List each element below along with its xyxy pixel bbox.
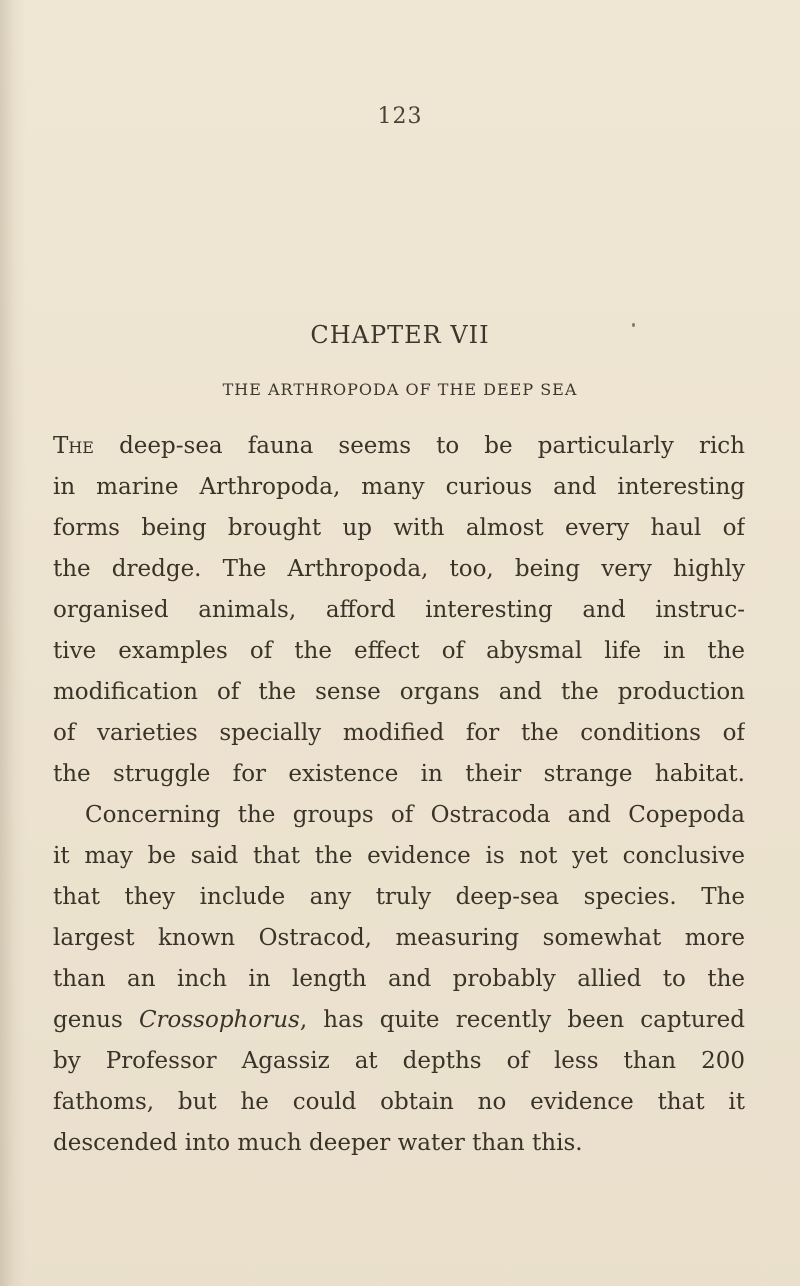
text-line: descended into much deeper water than this.: [53, 1130, 583, 1156]
text-line: in marine Arthropoda, many curious and interesting: [53, 474, 745, 500]
text-line: tive examples of the effect of abysmal life in the: [53, 638, 745, 664]
chapter-title: CHAPTER VII: [310, 321, 490, 349]
page-number: 123: [377, 104, 423, 129]
body-text: [53, 426, 745, 1164]
text-line: modification of the sense organs and the production: [53, 679, 745, 705]
lead-word: The: [53, 433, 94, 459]
text-line: organised animals, afford interesting and instruc-: [53, 597, 745, 623]
text-line: forms being brought up with almost every haul of: [53, 515, 745, 541]
text-line: that they include any truly deep-sea species. The: [53, 884, 745, 910]
text-line: the dredge. The Arthropoda, too, being very highly: [53, 556, 745, 582]
text-line: it may be said that the evidence is not yet conclusive: [53, 843, 745, 869]
text-line: by Professor Agassiz at depths of less than 200: [53, 1048, 745, 1074]
text-line: largest known Ostracod, measuring somewhat more: [53, 925, 745, 951]
genus-name: Crossophorus: [138, 1007, 300, 1033]
text-line: Concerning the groups of Ostracoda and Copepoda: [85, 802, 745, 828]
text-line: fathoms, but he could obtain no evidence that it: [53, 1089, 745, 1115]
text-line: of varieties specially modified for the conditions of: [53, 720, 745, 746]
text-line: The deep-sea fauna seems to be particularly rich: [53, 433, 745, 459]
text-line: the struggle for existence in their strange habitat.: [53, 761, 745, 787]
chapter-subtitle: THE ARTHROPODA OF THE DEEP SEA: [222, 380, 578, 399]
text-line: genus Crossophorus, has quite recently been captured: [53, 1007, 745, 1033]
text-line: than an inch in length and probably allied to the: [53, 966, 745, 992]
